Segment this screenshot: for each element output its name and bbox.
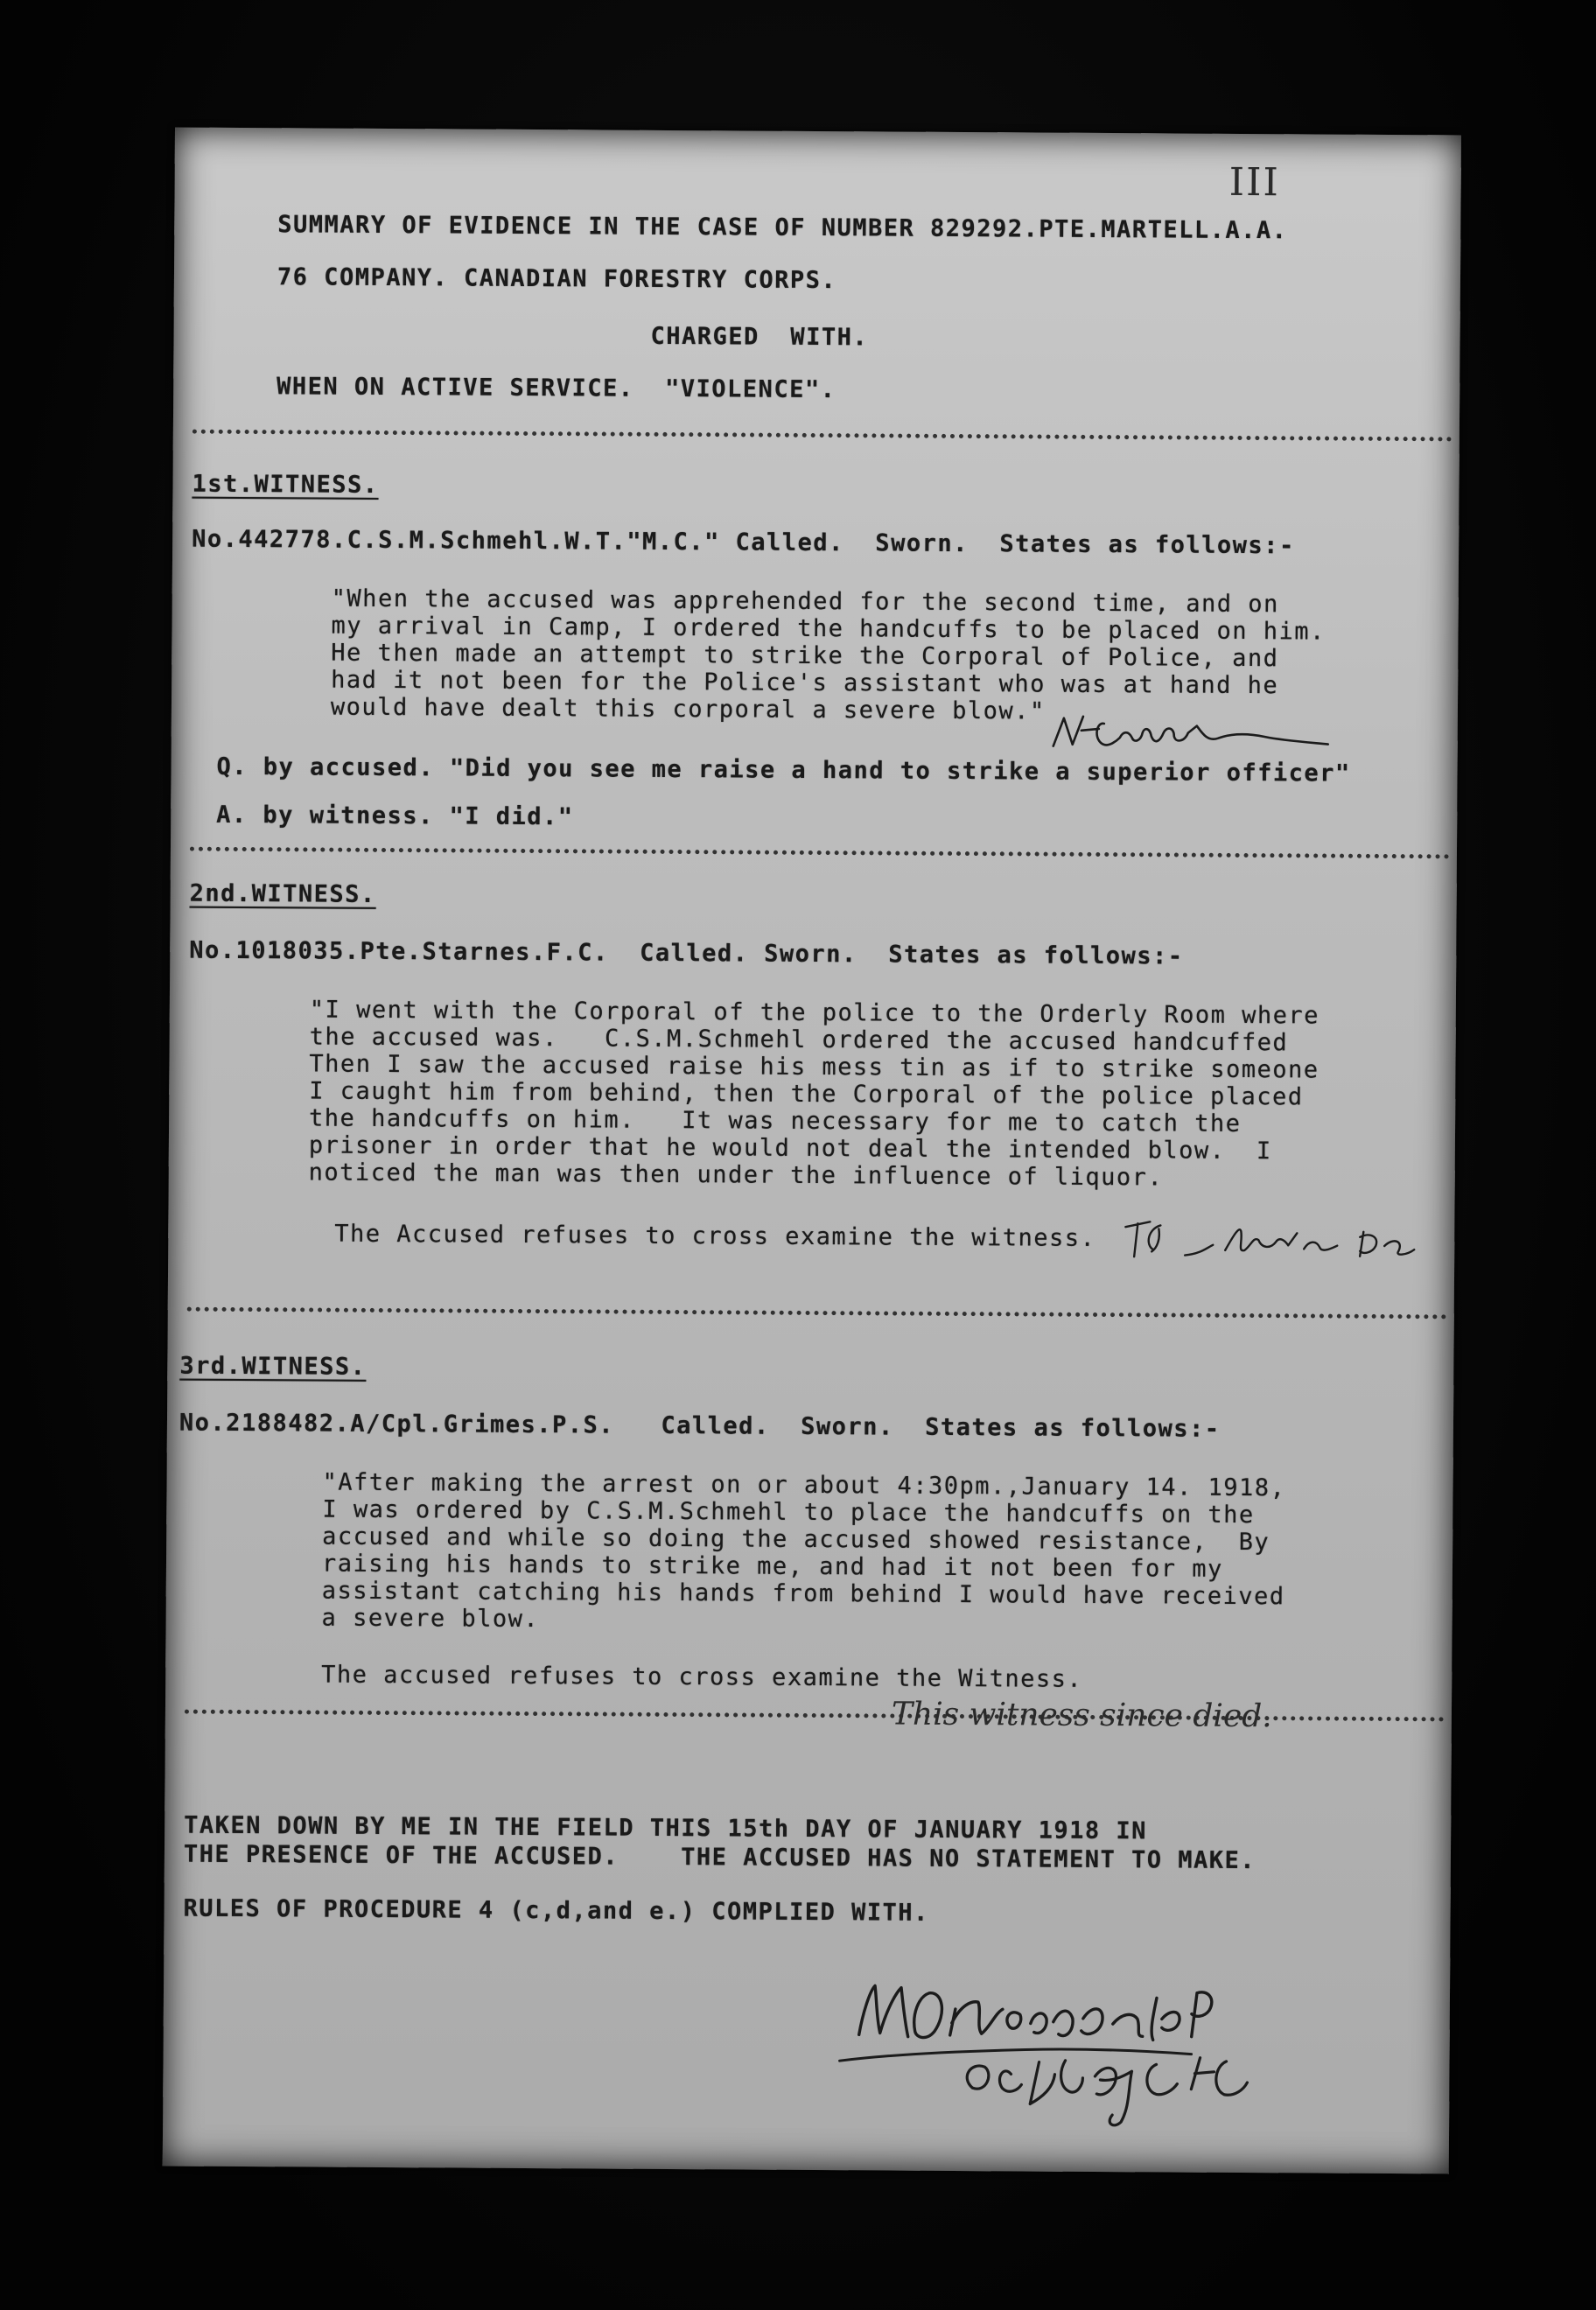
witness-2-statement-line: "I went with the Corporal of the police to the Orderly Room where bbox=[309, 996, 1320, 1030]
witness-1-question: Q. by accused. "Did you see me raise a hand to strike a superior officer" bbox=[216, 752, 1351, 788]
witness-3-statement-line: raising his hands to strike me, and had it not been for my bbox=[321, 1550, 1223, 1583]
rules-line: RULES OF PROCEDURE 4 (c,d,and e.) COMPLIED WITH. bbox=[183, 1894, 929, 1927]
witness-3-statement-line: I was ordered by C.S.M.Schmehl to place the handcuffs on the bbox=[322, 1495, 1255, 1530]
witness-1-statement-line: "When the accused was apprehended for the second time, and on bbox=[331, 584, 1279, 619]
document-title: SUMMARY OF EVIDENCE IN THE CASE OF NUMBER 829292.PTE.MARTELL.A.A. bbox=[277, 211, 1288, 245]
offence-line: WHEN ON ACTIVE SERVICE. "VIOLENCE". bbox=[276, 373, 836, 404]
separator bbox=[192, 430, 1452, 442]
unit-line: 76 COMPANY. CANADIAN FORESTRY CORPS. bbox=[276, 263, 837, 295]
witness-3-intro: No.2188482.A/Cpl.Grimes.P.S. Called. Sworn. States as follows:- bbox=[178, 1409, 1221, 1443]
witness-1-statement-line: He then made an attempt to strike the Corporal of Police, and bbox=[331, 639, 1279, 673]
witness-2-statement-line: the accused was. C.S.M.Schmehl ordered the accused handcuffed bbox=[309, 1023, 1289, 1057]
taken-down-line: TAKEN DOWN BY ME IN THE FIELD THIS 15th DAY OF JANUARY 1918 IN bbox=[184, 1811, 1148, 1845]
witness-2-statement-line: Then I saw the accused raise his mess tin as if to strike someone bbox=[309, 1050, 1320, 1084]
separator bbox=[187, 1307, 1447, 1320]
witness-2-statement-line: I caught him from behind, then the Corporal of the police placed bbox=[309, 1077, 1304, 1111]
witness-2-intro: No.1018035.Pte.Starnes.F.C. Called. Sworn. States as follows:- bbox=[189, 936, 1184, 970]
witness-2-signature bbox=[1122, 1209, 1428, 1272]
presence-line: THE PRESENCE OF THE ACCUSED. THE ACCUSED HAS NO STATEMENT TO MAKE. bbox=[183, 1840, 1256, 1875]
witness-2-statement-line: noticed the man was then under the influence of liquor. bbox=[308, 1158, 1164, 1192]
witness-3-statement-line: a severe blow. bbox=[321, 1604, 540, 1634]
charged-heading: CHARGED WITH. bbox=[650, 322, 869, 352]
witness-1-heading: 1st.WITNESS. bbox=[192, 470, 379, 499]
witness-1-statement-line: would have dealt this corporal a severe blow." bbox=[330, 693, 1046, 725]
separator bbox=[190, 847, 1450, 859]
witness-3-note: The accused refuses to cross examine the Witness. bbox=[321, 1661, 1083, 1693]
document-page bbox=[163, 128, 1461, 2174]
witness-1-intro: No.442778.C.S.M.Schmehl.W.T."M.C." Called. Sworn. States as follows:- bbox=[192, 525, 1295, 560]
page-mark: III bbox=[1228, 159, 1280, 206]
witness-3-statement-line: accused and while so doing the accused showed resistance, By bbox=[322, 1522, 1270, 1557]
witness-1-answer: A. by witness. "I did." bbox=[216, 801, 574, 831]
witness-2-statement-line: prisoner in order that he would not deal the intended blow. I bbox=[308, 1131, 1272, 1166]
witness-3-annotation: This witness since died. bbox=[891, 1696, 1272, 1735]
witness-2-note: The Accused refuses to cross examine the witness. bbox=[334, 1220, 1096, 1252]
witness-2-heading: 2nd.WITNESS. bbox=[189, 879, 376, 908]
witness-2-statement-line: the handcuffs on him. It was necessary for me to catch the bbox=[309, 1104, 1242, 1138]
witness-1-statement-line: my arrival in Camp, I ordered the handcuffs to be placed on him. bbox=[331, 612, 1326, 646]
witness-1-statement-line: had it not been for the Police's assistant who was at hand he bbox=[331, 666, 1279, 700]
witness-3-statement-line: assistant catching his hands from behind I would have received bbox=[321, 1577, 1285, 1611]
officer-signature bbox=[823, 1964, 1384, 2134]
witness-3-heading: 3rd.WITNESS. bbox=[179, 1352, 367, 1381]
witness-3-statement-line: "After making the arrest on or about 4:30pm.,January 14. 1918, bbox=[322, 1468, 1286, 1502]
